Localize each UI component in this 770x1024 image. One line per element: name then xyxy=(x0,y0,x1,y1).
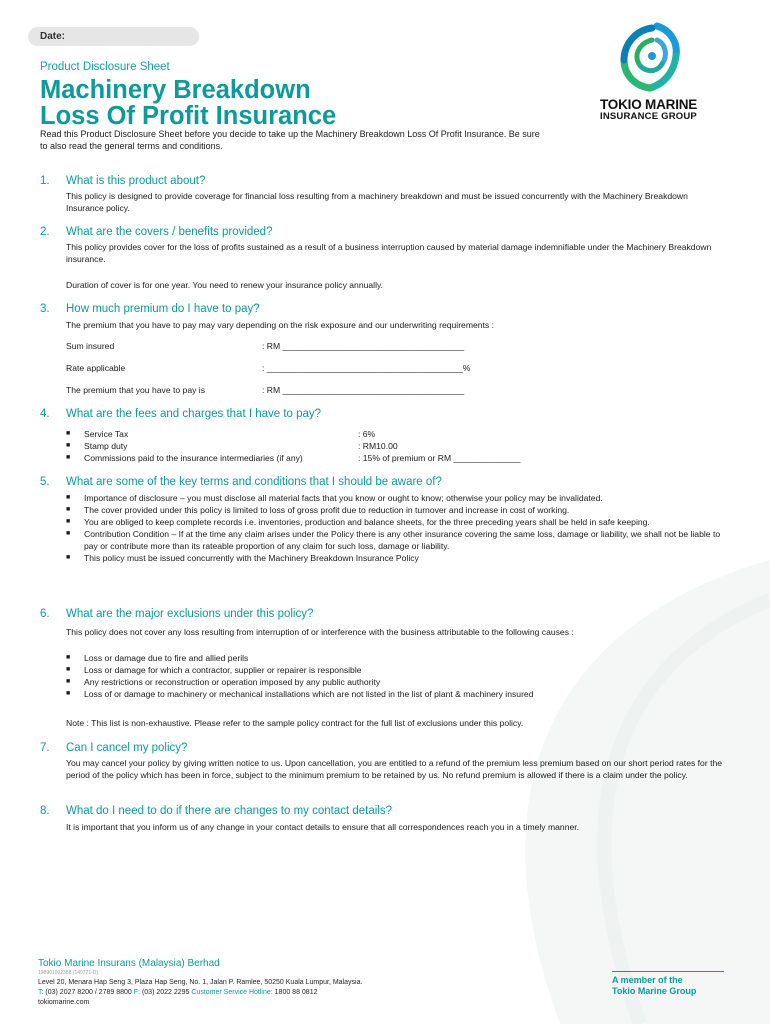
title-line-2: Loss Of Profit Insurance xyxy=(40,102,337,130)
logo-subtitle: INSURANCE GROUP xyxy=(600,111,697,122)
section-6-body: This policy does not cover any loss resulting from interruption of or interference with the business attributable to the following causes : xyxy=(66,627,574,637)
fax-value: (03) 2022 2295 xyxy=(141,989,190,996)
sum-insured-field[interactable]: : RM ______________________________________ xyxy=(262,341,465,351)
member-line-2: Tokio Marine Group xyxy=(612,986,697,996)
exclusions-list xyxy=(66,652,726,700)
document-type: Product Disclosure Sheet xyxy=(40,61,170,73)
section-title: What are some of the key terms and conditions that I should be aware of? xyxy=(66,476,442,488)
section-number: 2. xyxy=(40,226,50,238)
phone-value: (03) 2027 8200 / 2789 8800 xyxy=(45,989,132,996)
rate-applicable-field[interactable]: : _________________________________________% xyxy=(262,363,471,373)
section-8-heading xyxy=(40,805,392,817)
section-3-body: The premium that you have to pay may vary depending on the risk exposure and our underwriting requirements : xyxy=(66,320,495,330)
hotline-label: Customer Service Hotline: xyxy=(191,989,273,996)
intro-text: Read this Product Disclosure Sheet before you decide to take up the Machinery Breakdown Loss Of Profit Insurance. Be sure to also read the general terms and conditions. xyxy=(40,129,540,151)
date-field[interactable] xyxy=(28,27,199,46)
section-number: 3. xyxy=(40,303,50,315)
sum-insured-label: Sum insured xyxy=(66,341,115,351)
section-1-heading xyxy=(40,175,205,187)
date-label: Date: xyxy=(40,31,66,42)
footer-company-name: Tokio Marine Insurans (Malaysia) Berhad xyxy=(38,958,220,969)
footer-contact xyxy=(38,978,362,1008)
section-title: What are the major exclusions under this policy? xyxy=(66,608,314,620)
section-title: What do I need to do if there are changes to my contact details? xyxy=(66,805,393,817)
tokio-marine-logo-icon xyxy=(612,20,702,98)
list-item: ■ Loss or damage due to fire and allied perils xyxy=(66,652,726,664)
footer-website-link[interactable]: tokiomarine.com xyxy=(38,999,90,1006)
fee-item-label: ■ Stamp duty xyxy=(66,440,356,452)
fee-item-value: : 6% xyxy=(358,429,376,439)
list-item: ■ Contribution Condition – If at the time any claim arises under the Policy there is any other insurance covering the same loss, damage or liability, we shall not be liable to pay or contribute more than its rateable proportion of any claim for such loss, damage or liability. xyxy=(66,528,726,552)
section-7-heading xyxy=(40,742,187,754)
section-number: 5. xyxy=(40,476,50,488)
section-6-heading xyxy=(40,608,313,620)
section-title: How much premium do I have to pay? xyxy=(66,303,260,315)
footer-phone-line xyxy=(38,988,362,998)
footer-divider xyxy=(612,971,724,972)
section-7-body: You may cancel your policy by giving written notice to us. Upon cancellation, you are entitled to a refund of the premium less premium based on our short period rates for the period of the policy which has been in force, subject to the minimum premium to be retained by us. No refund premium is allowed if there is a claim under the policy. xyxy=(66,758,723,780)
section-title: Can I cancel my policy? xyxy=(66,742,188,754)
exclusions-note: Note : This list is non-exhaustive. Please refer to the sample policy contract for the full list of exclusions under this policy. xyxy=(66,718,524,728)
page-title xyxy=(40,77,400,129)
section-3-heading xyxy=(40,303,260,315)
section-2-heading xyxy=(40,226,272,238)
list-item: ■ This policy must be issued concurrently with the Machinery Breakdown Insurance Policy xyxy=(66,552,726,564)
section-title: What is this product about? xyxy=(66,175,206,187)
premium-label: The premium that you have to pay is xyxy=(66,385,206,395)
rate-applicable-label: Rate applicable xyxy=(66,363,126,373)
section-5-heading xyxy=(40,476,442,488)
section-number: 8. xyxy=(40,805,50,817)
section-number: 4. xyxy=(40,408,50,420)
section-title: What are the covers / benefits provided? xyxy=(66,226,273,238)
logo-wordmark: TOKIO MARINE xyxy=(600,97,698,112)
footer-address: Level 20, Menara Hap Seng 3, Plaza Hap Seng, No. 1, Jalan P. Ramlee, 50250 Kuala Lumpur, Malaysia. xyxy=(38,979,363,986)
phone-label: T: xyxy=(38,989,44,996)
member-of-group xyxy=(612,975,696,997)
hotline-value: 1800 88 0812 xyxy=(274,989,318,996)
fax-label: F: xyxy=(133,989,140,996)
section-4-heading xyxy=(40,408,321,420)
title-line-1: Machinery Breakdown xyxy=(40,76,311,104)
list-item: ■ Loss or damage for which a contractor, supplier or repairer is responsible xyxy=(66,664,726,676)
terms-list xyxy=(66,492,726,564)
section-number: 1. xyxy=(40,175,50,187)
footer-registration: 198901002388 (149771-D) xyxy=(38,970,99,976)
premium-field[interactable]: : RM ______________________________________ xyxy=(262,385,465,395)
list-item: ■ Any restrictions or reconstruction or operation imposed by any public authority xyxy=(66,676,726,688)
list-item: ■ You are obliged to keep complete records i.e. inventories, production and balance sheets, for the three preceding years shall be held in safe keeping. xyxy=(66,516,726,528)
member-line-1: A member of the xyxy=(612,975,683,985)
list-item: ■ Importance of disclosure – you must disclose all material facts that you know or ought to know; otherwise your policy may be invalidated. xyxy=(66,492,726,504)
fees-list xyxy=(66,428,356,464)
fee-item-value[interactable]: : 15% of premium or RM ______________ xyxy=(358,453,521,463)
section-1-body: This policy is designed to provide coverage for financial loss resulting from a machinery breakdown and must be issued concurrently with the Machinery Breakdown Insurance policy. xyxy=(66,191,688,213)
fee-item-value: : RM10.00 xyxy=(358,441,398,451)
list-item: ■ The cover provided under this policy is limited to loss of gross profit due to reduction in turnover and increase in cost of working. xyxy=(66,504,726,516)
section-number: 7. xyxy=(40,742,50,754)
fee-item-label: ■ Service Tax xyxy=(66,428,356,440)
section-title: What are the fees and charges that I have to pay? xyxy=(66,408,322,420)
fee-item-label: ■ Commissions paid to the insurance intermediaries (if any) xyxy=(66,452,356,464)
section-2-duration: Duration of cover is for one year. You need to renew your insurance policy annually. xyxy=(66,280,384,290)
list-item: ■ Loss of or damage to machinery or mechanical installations which are not listed in the list of plant & machinery insured xyxy=(66,688,726,700)
section-number: 6. xyxy=(40,608,50,620)
section-8-body: It is important that you inform us of any change in your contact details to ensure that all correspondences reach you in a timely manner. xyxy=(66,822,580,832)
section-2-body: This policy provides cover for the loss of profits sustained as a result of a business interruption caused by material damage indemnifiable under the Machinery Breakdown insurance. xyxy=(66,242,712,264)
